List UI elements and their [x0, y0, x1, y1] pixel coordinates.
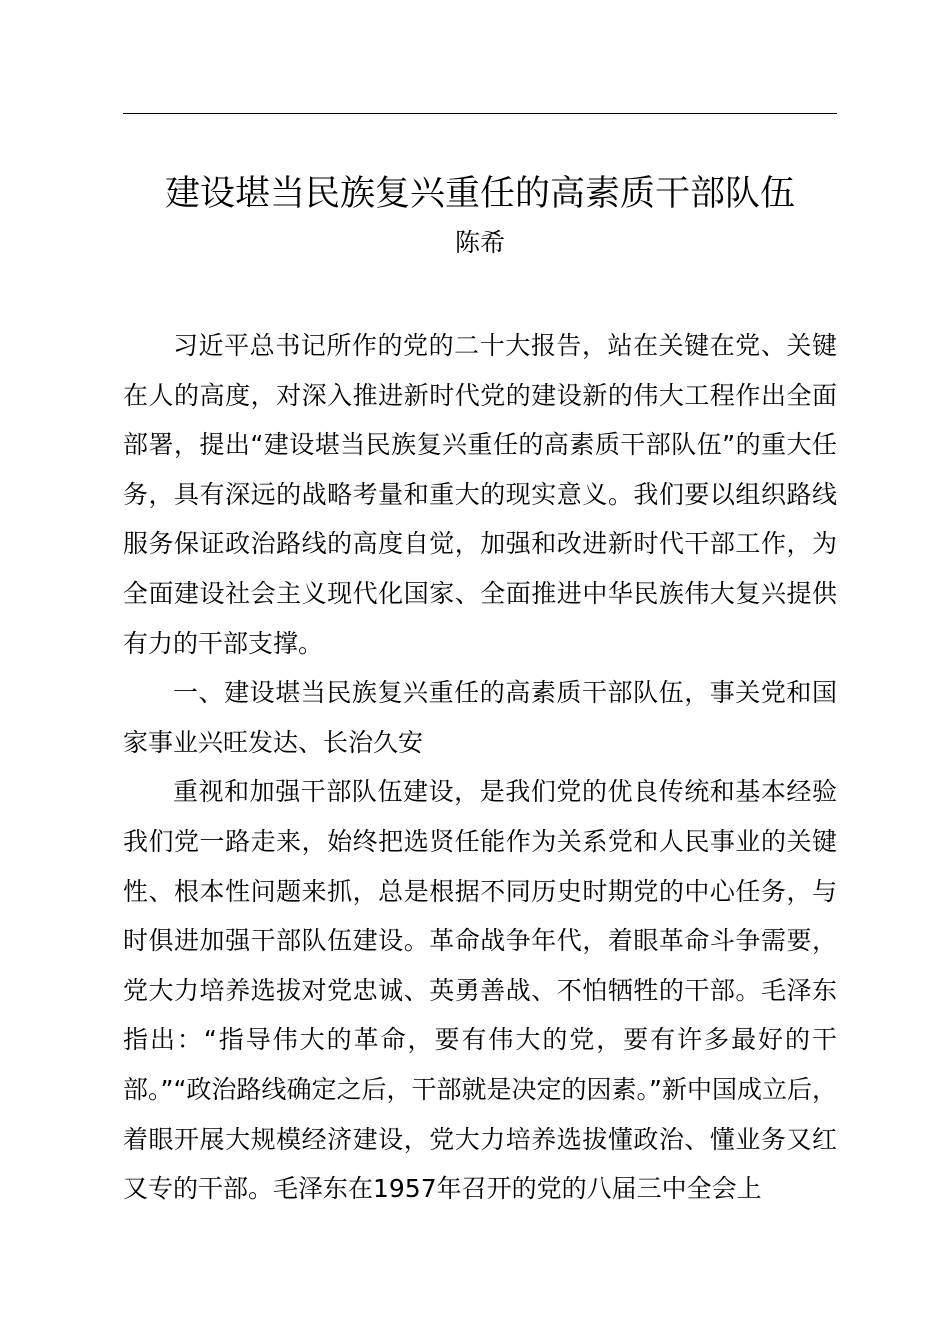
header-rule — [123, 113, 837, 114]
article-body — [123, 321, 837, 1214]
article-title: 建设堪当民族复兴重任的高素质干部队伍 — [164, 174, 795, 214]
article-author: 陈希 — [454, 228, 505, 257]
section-heading-1: 一、建设堪当民族复兴重任的高素质干部队伍，事关党和国家事业兴旺发达、长治久安 — [123, 678, 837, 757]
paragraph-intro: 习近平总书记所作的党的二十大报告，站在关键在党、关键在人的高度，对深入推进新时代党的建设新的伟大工程作出全面部署，提出“建设堪当民族复兴重任的高素质干部队伍”的重大任务，具有深远的战略考量和重大的现实意义。我们要以组织路线服务保证政治路线的高度自觉，加强和改进新时代干部工作，为全面建设社会主义现代化国家、全面推进中华民族伟大复兴提供有力的干部支撑。 — [123, 331, 837, 658]
paragraph-section-1: 重视和加强干部队伍建设，是我们党的优良传统和基本经验我们党一路走来，始终把选贤任能作为关系党和人民事业的关键性、根本性问题来抓，总是根据不同历史时期党的中心任务，与时俱进加强干部队伍建设。革命战争年代，着眼革命斗争需要，党大力培养选拔对党忠诚、英勇善战、不怕牺牲的干部。毛泽东指出：“指导伟大的革命，要有伟大的党，要有许多最好的干部。”“政治路线确定之后，干部就是决定的因素。”新中国成立后，着眼开展大规模经济建设，党大力培养选拔懂政治、懂业务又红又专的干部。毛泽东在1957年召开的党的八届三中全会上 — [123, 777, 837, 1204]
